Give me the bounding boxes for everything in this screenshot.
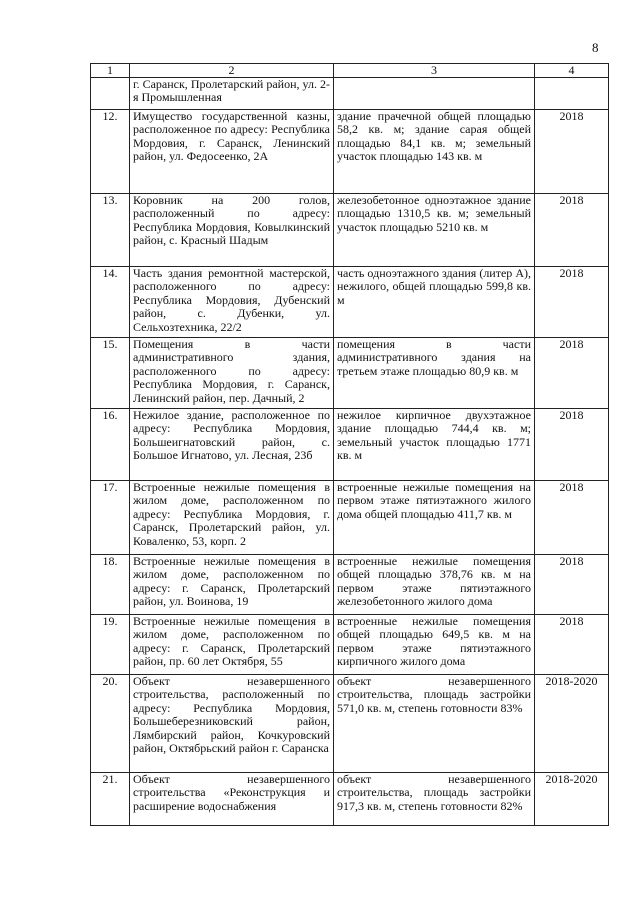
column-header: 4 bbox=[535, 64, 609, 78]
object-details: объект незавершенного строительства, площадь застройки 917,3 кв. м, степень готовности 82% bbox=[334, 773, 535, 826]
year: 2018 bbox=[535, 338, 609, 409]
property-table bbox=[90, 63, 609, 826]
row-number: 13. bbox=[91, 194, 130, 267]
row-number bbox=[91, 78, 130, 110]
row-number: 12. bbox=[91, 110, 130, 194]
property-description: Встроенные нежилые помещения в жилом доме, расположенном по адресу: г. Саранск, Пролетарский район, ул. Воинова, 19 bbox=[130, 555, 334, 615]
year: 2018-2020 bbox=[535, 773, 609, 826]
row-number: 20. bbox=[91, 675, 130, 773]
table-row bbox=[91, 555, 609, 615]
object-details: встроенные нежилые помещения общей площадью 649,5 кв. м на первом этаже пятиэтажного кирпичного жилого дома bbox=[334, 615, 535, 675]
table-row bbox=[91, 481, 609, 555]
table-row bbox=[91, 194, 609, 267]
column-header: 2 bbox=[130, 64, 334, 78]
year: 2018 bbox=[535, 267, 609, 338]
property-description: Часть здания ремонтной мастерской, расположенного по адресу: Республика Мордовия, Дубенский район, с. Дубенки, ул. Сельхозтехника, 22/2 bbox=[130, 267, 334, 338]
object-details: встроенные нежилые помещения на первом этаже пятиэтажного жилого дома общей площадью 411,7 кв. м bbox=[334, 481, 535, 555]
year: 2018 bbox=[535, 555, 609, 615]
object-details: объект незавершенного строительства, площадь застройки 571,0 кв. м, степень готовности 83% bbox=[334, 675, 535, 773]
row-number: 17. bbox=[91, 481, 130, 555]
row-number: 15. bbox=[91, 338, 130, 409]
property-description: Встроенные нежилые помещения в жилом доме, расположенном по адресу: Республика Мордовия, г. Саранск, Пролетарский район, ул. Коваленко, 53, корп. 2 bbox=[130, 481, 334, 555]
table-row bbox=[91, 267, 609, 338]
property-description: Объект незавершенного строительства «Реконструкция и расширение водоснабжения bbox=[130, 773, 334, 826]
row-number: 18. bbox=[91, 555, 130, 615]
table-row bbox=[91, 675, 609, 773]
column-header: 1 bbox=[91, 64, 130, 78]
object-details: здание прачечной общей площадью 58,2 кв. м; здание сарая общей площадью 84,1 кв. м; земельный участок площадью 143 кв. м bbox=[334, 110, 535, 194]
page-number: 8 bbox=[592, 40, 599, 55]
year: 2018 bbox=[535, 409, 609, 481]
object-details: встроенные нежилые помещения общей площадью 378,76 кв. м на первом этаже пятиэтажного железобетонного жилого дома bbox=[334, 555, 535, 615]
year: 2018 bbox=[535, 615, 609, 675]
property-description: г. Саранск, Пролетарский район, ул. 2-я Промышленная bbox=[130, 78, 334, 110]
row-number: 21. bbox=[91, 773, 130, 826]
table-row bbox=[91, 338, 609, 409]
object-details: помещения в части административного здания на третьем этаже площадью 80,9 кв. м bbox=[334, 338, 535, 409]
year: 2018-2020 bbox=[535, 675, 609, 773]
property-description: Имущество государственной казны, расположенное по адресу: Республика Мордовия, г. Саранск, Ленинский район, ул. Федосеенко, 2А bbox=[130, 110, 334, 194]
year: 2018 bbox=[535, 110, 609, 194]
row-number: 16. bbox=[91, 409, 130, 481]
column-header: 3 bbox=[334, 64, 535, 78]
row-number: 14. bbox=[91, 267, 130, 338]
table-row bbox=[91, 615, 609, 675]
object-details: нежилое кирпичное двухэтажное здание площадью 744,4 кв. м; земельный участок площадью 1771 кв. м bbox=[334, 409, 535, 481]
object-details: железобетонное одноэтажное здание площадью 1310,5 кв. м; земельный участок площадью 5210 кв. м bbox=[334, 194, 535, 267]
table-row bbox=[91, 78, 609, 110]
object-details bbox=[334, 78, 535, 110]
property-description: Встроенные нежилые помещения в жилом доме, расположенном по адресу: г. Саранск, Пролетарский район, пр. 60 лет Октября, 55 bbox=[130, 615, 334, 675]
table-row bbox=[91, 773, 609, 826]
property-description: Коровник на 200 голов, расположенный по адресу: Республика Мордовия, Ковылкинский район, с. Красный Шадым bbox=[130, 194, 334, 267]
table-row bbox=[91, 409, 609, 481]
property-description: Объект незавершенного строительства, расположенный по адресу: Республика Мордовия, Большеберезниковский район, Лямбирский район, Кочкуровский район, Октябрьский район г. Саранска bbox=[130, 675, 334, 773]
object-details: часть одноэтажного здания (литер А), нежилого, общей площадью 599,8 кв. м bbox=[334, 267, 535, 338]
table-header-row bbox=[91, 64, 609, 78]
property-description: Нежилое здание, расположенное по адресу: Республика Мордовия, Большеигнатовский район, с. Большое Игнатово, ул. Лесная, 23б bbox=[130, 409, 334, 481]
table-row bbox=[91, 110, 609, 194]
year: 2018 bbox=[535, 194, 609, 267]
year bbox=[535, 78, 609, 110]
row-number: 19. bbox=[91, 615, 130, 675]
year: 2018 bbox=[535, 481, 609, 555]
property-description: Помещения в части административного здания, расположенного по адресу: Республика Мордовия, г. Саранск, Ленинский район, пер. Дачный, 2 bbox=[130, 338, 334, 409]
